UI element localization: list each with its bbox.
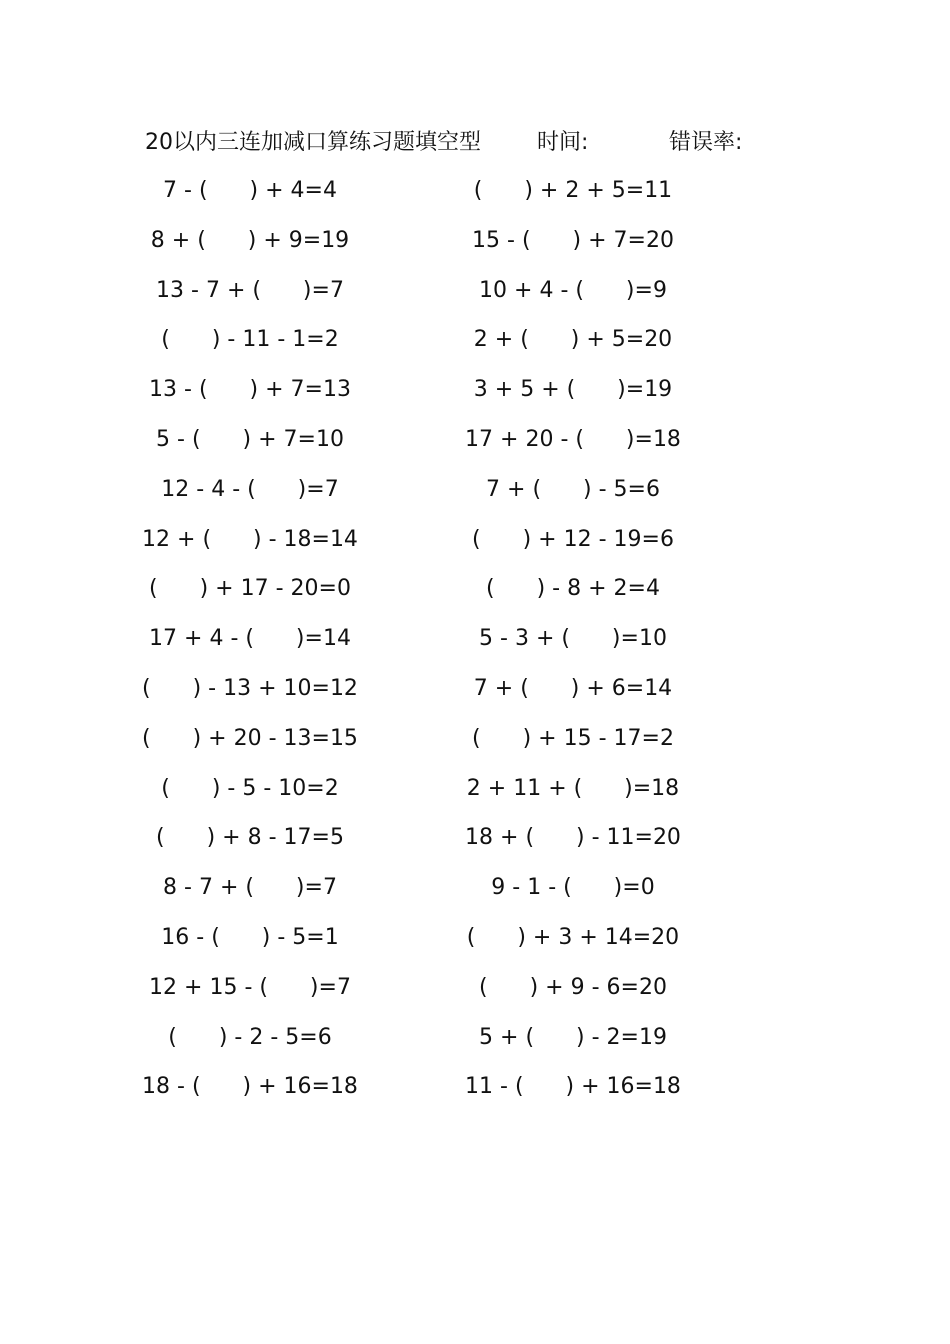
problem-left: 8 + ( ) + 9=19 xyxy=(150,227,350,253)
problem-left: ( ) - 2 - 5=6 xyxy=(168,1024,332,1050)
problem-row xyxy=(0,521,950,571)
problem-row xyxy=(0,172,950,222)
problem-row xyxy=(0,272,950,322)
problem-left: 8 - 7 + ( )=7 xyxy=(163,875,337,901)
problem-right: ( ) + 15 - 17=2 xyxy=(472,725,674,751)
problem-left: 7 - ( ) + 4=4 xyxy=(163,178,337,203)
problem-right: 9 - 1 - ( )=0 xyxy=(491,875,655,901)
problem-right: 18 + ( ) - 11=20 xyxy=(465,825,681,851)
problem-right: ( ) + 2 + 5=11 xyxy=(473,178,673,203)
problem-right: 7 + ( ) - 5=6 xyxy=(486,476,660,502)
problem-left: ( ) - 13 + 10=12 xyxy=(142,675,358,701)
problem-row xyxy=(0,1068,950,1118)
problem-right: 10 + 4 - ( )=9 xyxy=(479,277,667,303)
error-rate-label: 错误率: xyxy=(669,130,743,155)
problem-left: ( ) + 8 - 17=5 xyxy=(156,825,344,851)
problem-right: 17 + 20 - ( )=18 xyxy=(465,426,681,452)
problem-row xyxy=(0,720,950,770)
problem-row xyxy=(0,1019,950,1069)
problem-left: 5 - ( ) + 7=10 xyxy=(156,426,344,452)
problem-row xyxy=(0,919,950,969)
problem-left: ( ) - 11 - 1=2 xyxy=(161,327,339,353)
problem-right: ( ) + 9 - 6=20 xyxy=(479,974,667,1000)
worksheet-title: 20以内三连加减口算练习题填空型 xyxy=(145,130,481,155)
problem-list xyxy=(0,172,950,1118)
problem-row xyxy=(0,321,950,371)
problem-left: ( ) - 5 - 10=2 xyxy=(161,775,339,801)
problem-right: ( ) + 3 + 14=20 xyxy=(466,924,680,950)
problem-right: 11 - ( ) + 16=18 xyxy=(465,1074,681,1100)
problem-right: ( ) - 8 + 2=4 xyxy=(486,576,660,602)
problem-right: 2 + 11 + ( )=18 xyxy=(466,775,680,801)
problem-left: 13 - ( ) + 7=13 xyxy=(149,377,351,403)
problem-right: 15 - ( ) + 7=20 xyxy=(472,227,674,253)
problem-right: 5 - 3 + ( )=10 xyxy=(479,626,667,652)
problem-row xyxy=(0,421,950,471)
worksheet-header xyxy=(145,126,785,160)
problem-right: 2 + ( ) + 5=20 xyxy=(473,327,673,353)
problem-right: 7 + ( ) + 6=14 xyxy=(473,675,673,701)
problem-right: ( ) + 12 - 19=6 xyxy=(472,526,674,552)
problem-left: 12 + ( ) - 18=14 xyxy=(142,526,358,552)
problem-row xyxy=(0,570,950,620)
problem-left: 12 - 4 - ( )=7 xyxy=(161,476,339,502)
problem-left: 16 - ( ) - 5=1 xyxy=(161,924,339,950)
problem-row xyxy=(0,969,950,1019)
problem-row xyxy=(0,770,950,820)
time-label: 时间: xyxy=(537,130,589,155)
problem-row xyxy=(0,371,950,421)
problem-left: 17 + 4 - ( )=14 xyxy=(149,626,351,652)
problem-left: 13 - 7 + ( )=7 xyxy=(156,277,344,303)
problem-row xyxy=(0,620,950,670)
problem-right: 5 + ( ) - 2=19 xyxy=(479,1024,667,1050)
problem-right: 3 + 5 + ( )=19 xyxy=(473,377,673,403)
problem-left: 18 - ( ) + 16=18 xyxy=(142,1074,358,1100)
problem-row xyxy=(0,819,950,869)
problem-left: ( ) + 20 - 13=15 xyxy=(142,725,358,751)
problem-left: 12 + 15 - ( )=7 xyxy=(149,974,351,1000)
problem-row xyxy=(0,471,950,521)
problem-left: ( ) + 17 - 20=0 xyxy=(149,576,351,602)
problem-row xyxy=(0,869,950,919)
problem-row xyxy=(0,222,950,272)
problem-row xyxy=(0,670,950,720)
